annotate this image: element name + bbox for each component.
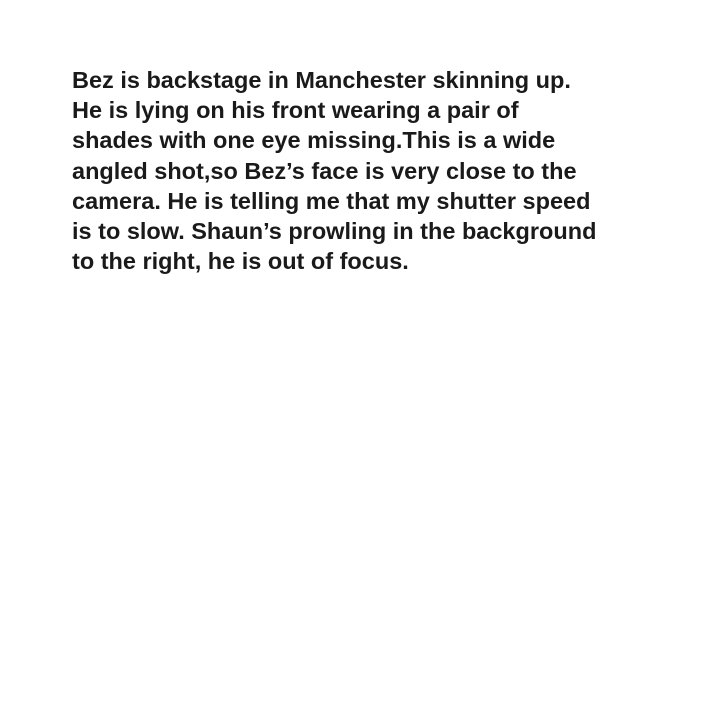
caption-line-5: camera. He is telling me that my shutter speed bbox=[72, 187, 591, 214]
caption-line-6: is to slow. Shaun’s prowling in the background bbox=[72, 218, 597, 245]
caption-line-7: to the right, he is out of focus. bbox=[72, 248, 409, 275]
caption-text bbox=[72, 65, 672, 276]
caption-line-1: Bez is backstage in Manchester skinning up. bbox=[72, 67, 571, 93]
caption-line-4: angled shot,so Bez’s face is very close to the bbox=[72, 157, 577, 184]
caption-line-2: He is lying on his front wearing a pair of bbox=[72, 97, 519, 124]
caption-line-3: shades with one eye missing.This is a wide bbox=[72, 127, 556, 154]
